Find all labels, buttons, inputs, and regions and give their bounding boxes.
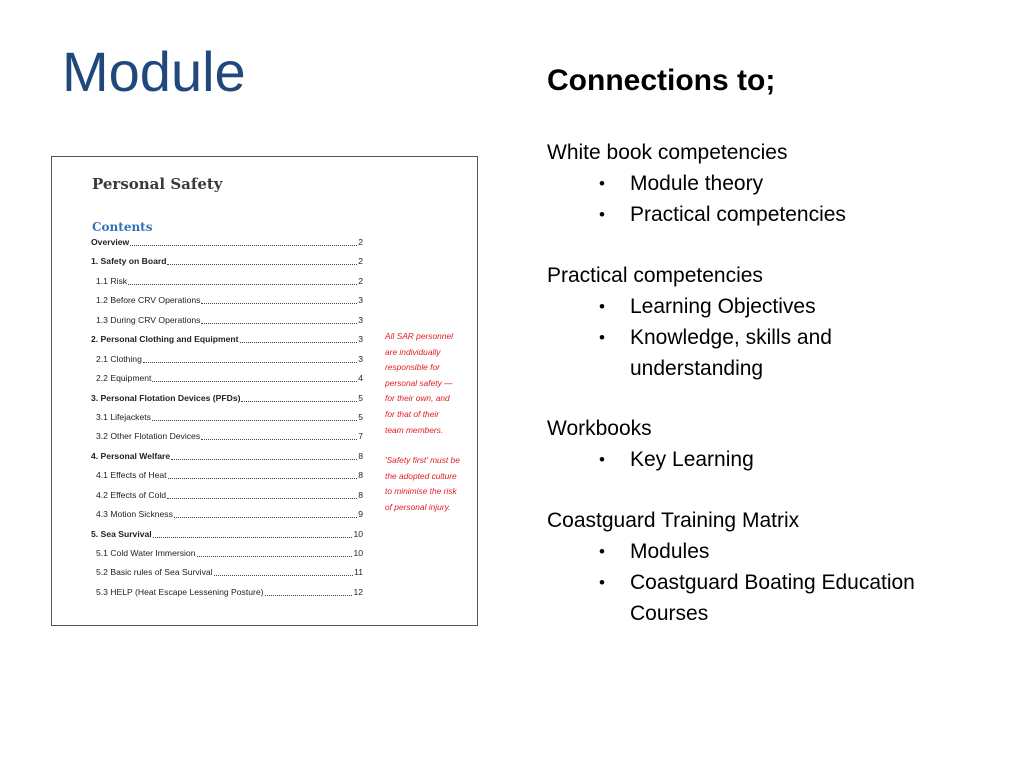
- table-of-contents: [91, 237, 363, 606]
- list-item: [547, 199, 846, 230]
- toc-entry: [91, 256, 363, 275]
- toc-entry-label: 5.2 Basic rules of Sea Survival: [96, 567, 213, 578]
- document-thumbnail: [51, 156, 478, 626]
- toc-entry: [91, 470, 363, 489]
- list-item: [547, 567, 970, 629]
- toc-entry-page: 8: [358, 470, 363, 481]
- toc-leader-dots: [265, 587, 353, 596]
- bullet-icon: •: [599, 542, 605, 561]
- toc-leader-dots: [197, 548, 353, 557]
- section-title: Practical competencies: [547, 264, 763, 287]
- toc-entry-page: 10: [353, 528, 363, 539]
- toc-entry-label: 1. Safety on Board: [91, 256, 167, 267]
- toc-entry-page: 5: [358, 392, 363, 403]
- list-item: [547, 291, 930, 322]
- toc-leader-dots: [214, 567, 354, 576]
- bullet-icon: •: [599, 450, 605, 469]
- toc-entry-page: 3: [358, 334, 363, 345]
- toc-entry: [91, 237, 363, 256]
- toc-entry-label: 4.3 Motion Sickness: [96, 509, 173, 520]
- toc-entry-label: 5.3 HELP (Heat Escape Lessening Posture): [96, 586, 264, 597]
- toc-entry: [91, 587, 363, 606]
- list-item-label: Practical competencies: [630, 203, 846, 226]
- toc-entry-label: Overview: [91, 237, 130, 247]
- toc-entry-label: 4.2 Effects of Cold: [96, 489, 167, 500]
- toc-entry-label: 4.1 Effects of Heat: [96, 470, 167, 481]
- toc-entry: [91, 451, 363, 470]
- toc-entry: [91, 509, 363, 528]
- toc-entry-label: 3.2 Other Flotation Devices: [96, 431, 201, 442]
- toc-entry: [91, 490, 363, 509]
- toc-entry-page: 2: [358, 275, 363, 286]
- toc-leader-dots: [174, 509, 357, 518]
- toc-entry-label: 5.1 Cold Water Immersion: [96, 548, 196, 558]
- toc-leader-dots: [171, 451, 357, 460]
- toc-entry: [91, 548, 363, 567]
- list-item-label: Learning Objectives: [630, 295, 816, 318]
- toc-entry-label: 4. Personal Welfare: [91, 450, 171, 461]
- bullet-icon: •: [599, 205, 605, 224]
- toc-leader-dots: [167, 490, 357, 499]
- document-title: Personal Safety: [92, 175, 223, 193]
- toc-entry-label: 1.2 Before CRV Operations: [96, 295, 201, 306]
- toc-entry-page: 2: [358, 237, 363, 247]
- section-list: [547, 536, 970, 629]
- toc-leader-dots: [241, 393, 357, 402]
- list-item-label: Module theory: [630, 172, 764, 195]
- bullet-icon: •: [599, 297, 605, 316]
- toc-entry: [91, 276, 363, 295]
- toc-entry-page: 7: [358, 431, 363, 442]
- toc-entry: [91, 529, 363, 548]
- toc-leader-dots: [128, 276, 357, 285]
- toc-entry-label: 2. Personal Clothing and Equipment: [91, 334, 239, 345]
- toc-leader-dots: [201, 295, 357, 304]
- toc-entry-page: 5: [358, 411, 363, 422]
- toc-entry: [91, 334, 363, 353]
- toc-entry-label: 2.1 Clothing: [96, 353, 142, 364]
- toc-entry: [91, 431, 363, 450]
- list-item-label: Coastguard Boating Education Courses: [630, 571, 915, 625]
- section-title: Coastguard Training Matrix: [547, 509, 800, 532]
- toc-entry-label: 1.1 Risk: [96, 275, 128, 286]
- side-note-safety-first: 'Safety first' must be the adopted culture to minimise the risk of personal injury.: [385, 455, 460, 512]
- toc-entry-label: 5. Sea Survival: [91, 528, 152, 539]
- connection-section: [547, 414, 754, 475]
- toc-entry-page: 4: [358, 373, 363, 384]
- list-item: [547, 168, 846, 199]
- toc-entry-page: 8: [358, 450, 363, 461]
- section-title: White book competencies: [547, 141, 788, 164]
- toc-leader-dots: [240, 334, 358, 343]
- toc-entry: [91, 412, 363, 431]
- connections-heading: Connections to;: [547, 64, 776, 97]
- list-item: [547, 536, 970, 567]
- list-item: [547, 322, 930, 384]
- toc-entry-label: 1.3 During CRV Operations: [96, 314, 201, 325]
- toc-entry-label: 3. Personal Flotation Devices (PFDs): [91, 392, 241, 403]
- toc-leader-dots: [167, 256, 357, 265]
- bullet-icon: •: [599, 174, 605, 193]
- toc-entry: [91, 393, 363, 412]
- toc-leader-dots: [153, 529, 353, 538]
- toc-entry-page: 10: [353, 548, 363, 558]
- toc-leader-dots: [152, 412, 357, 421]
- contents-heading: Contents: [92, 220, 153, 234]
- toc-entry-page: 3: [358, 295, 363, 306]
- section-list: [547, 291, 930, 384]
- connection-section: [547, 506, 970, 629]
- bullet-icon: •: [599, 573, 605, 592]
- toc-leader-dots: [152, 373, 357, 382]
- toc-entry-page: 12: [353, 586, 363, 597]
- section-list: [547, 444, 754, 475]
- toc-leader-dots: [168, 470, 358, 479]
- bullet-icon: •: [599, 328, 605, 347]
- toc-entry: [91, 295, 363, 314]
- toc-entry-page: 8: [358, 489, 363, 500]
- list-item-label: Knowledge, skills and understanding: [630, 326, 832, 380]
- list-item-label: Modules: [630, 540, 710, 563]
- toc-leader-dots: [130, 237, 357, 246]
- toc-entry-page: 11: [354, 567, 363, 578]
- toc-entry-page: 3: [358, 353, 363, 364]
- slide-title: Module: [62, 40, 246, 103]
- toc-entry-page: 2: [358, 256, 363, 267]
- toc-leader-dots: [201, 315, 357, 324]
- toc-entry-label: 2.2 Equipment: [96, 373, 152, 384]
- side-note-responsibility: All SAR personnel are individually responsible for personal safety — for their own, and for that of their team members.: [385, 331, 453, 435]
- toc-entry-label: 3.1 Lifejackets: [96, 411, 151, 422]
- toc-entry-page: 9: [358, 509, 363, 520]
- toc-entry-page: 3: [358, 314, 363, 325]
- section-title: Workbooks: [547, 417, 652, 440]
- list-item: [547, 444, 754, 475]
- connection-section: [547, 138, 846, 230]
- toc-leader-dots: [143, 354, 357, 363]
- connection-section: [547, 261, 930, 384]
- section-list: [547, 168, 846, 230]
- toc-leader-dots: [201, 431, 357, 440]
- toc-entry: [91, 373, 363, 392]
- toc-entry: [91, 354, 363, 373]
- toc-entry: [91, 315, 363, 334]
- list-item-label: Key Learning: [630, 448, 754, 471]
- toc-entry: [91, 567, 363, 586]
